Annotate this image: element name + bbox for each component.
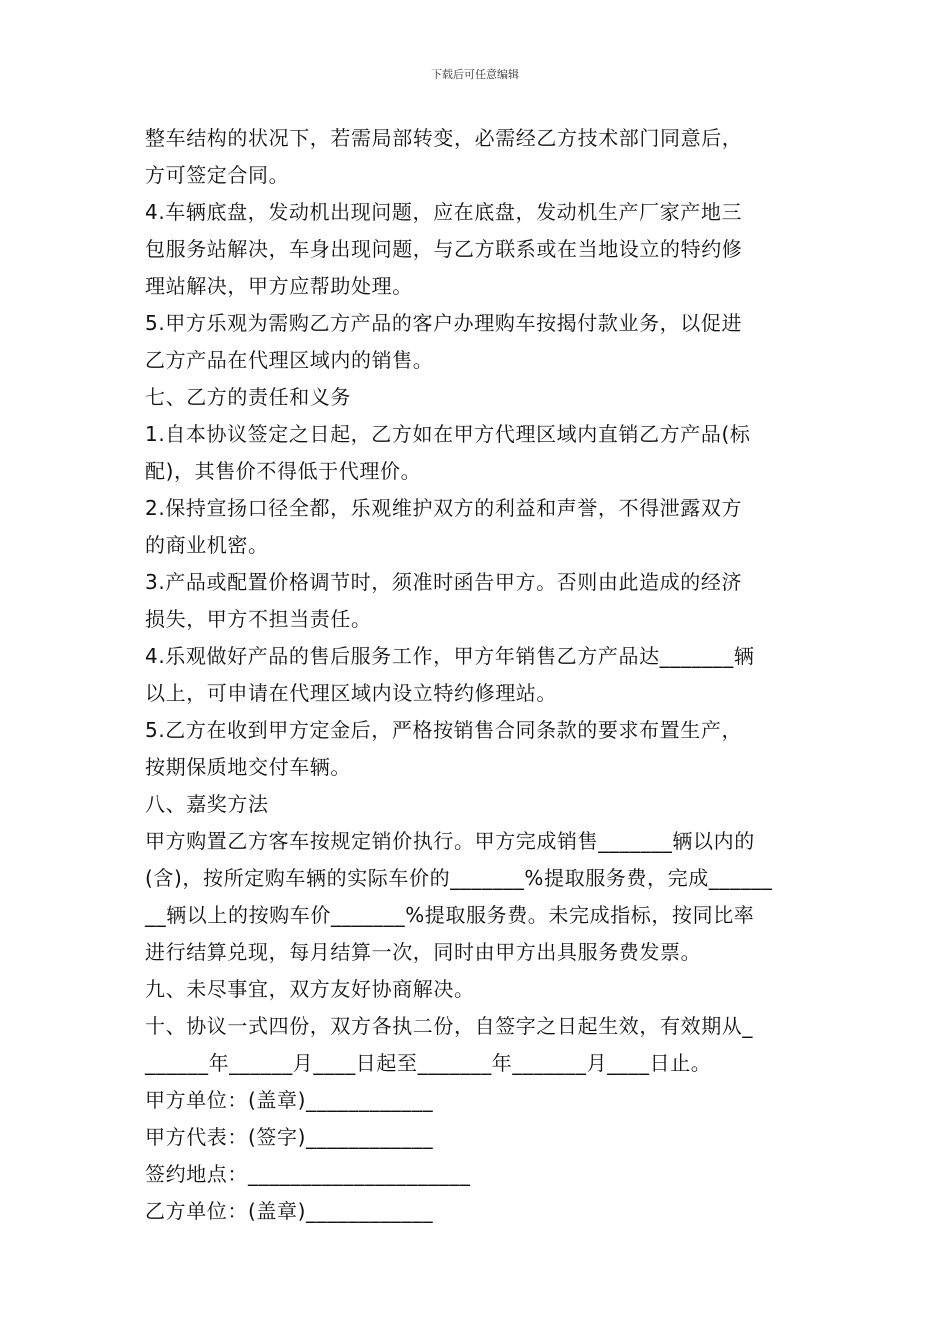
text-line: 1.自本协议签定之日起，乙方如在甲方代理区域内直销乙方产品(标	[145, 422, 751, 446]
signature-field-signing-location: 签约地点：_____________________	[145, 1162, 471, 1186]
text-line: 的商业机密。	[145, 533, 269, 557]
text-line: 十、协议一式四份，双方各执二份，自签字之日起生效，有效期从_	[145, 1014, 753, 1038]
signature-field-party-b-unit: 乙方单位：(盖章)____________	[145, 1199, 434, 1223]
text-line: __辆以上的按购车价_______%提取服务费。未完成指标，按同比率	[145, 903, 755, 927]
section-heading: 八、嘉奖方法	[145, 792, 269, 816]
text-line: 乙方产品在代理区域内的销售。	[145, 348, 434, 372]
text-line: 4.车辆底盘，发动机出现问题，应在底盘，发动机生产厂家产地三	[145, 200, 743, 224]
text-line: 配)，其售价不得低于代理价。	[145, 459, 422, 483]
text-line: 4.乐观做好产品的售后服务工作，甲方年销售乙方产品达_______辆	[145, 644, 755, 668]
text-line: 5.乙方在收到甲方定金后，严格按销售合同条款的要求布置生产，	[145, 718, 743, 742]
text-line: 甲方购置乙方客车按规定销价执行。甲方完成销售_______辆以内的	[145, 829, 755, 853]
section-heading: 七、乙方的责任和义务	[145, 385, 351, 409]
text-line: 损失，甲方不担当责任。	[145, 607, 372, 631]
text-line: 整车结构的状况下，若需局部转变，必需经乙方技术部门同意后，	[145, 126, 743, 150]
section-heading: 九、未尽事宜，双方友好协商解决。	[145, 977, 475, 1001]
text-line: ______年______月____日起至_______年_______月____日止。	[145, 1051, 712, 1075]
text-line: 5.甲方乐观为需购乙方产品的客户办理购车按揭付款业务，以促进	[145, 311, 743, 335]
text-line: 理站解决，甲方应帮助处理。	[145, 274, 413, 298]
signature-field-party-a-unit: 甲方单位：(盖章)____________	[145, 1088, 434, 1112]
text-line: 方可签定合同。	[145, 163, 290, 187]
text-line: 以上，可申请在代理区域内设立特约修理站。	[145, 681, 557, 705]
text-line: 2.保持宣扬口径全都，乐观维护双方的利益和声誉，不得泄露双方	[145, 496, 743, 520]
text-line: 按期保质地交付车辆。	[145, 755, 351, 779]
text-line: 进行结算兑现，每月结算一次，同时由甲方出具服务费发票。	[145, 940, 702, 964]
text-line: (含)，按所定购车辆的实际车价的_______%提取服务费，完成______	[145, 866, 773, 890]
text-line: 包服务站解决，车身出现问题，与乙方联系或在当地设立的特约修	[145, 237, 743, 261]
page-header-note: 下载后可任意编辑	[431, 68, 519, 81]
signature-field-party-a-representative: 甲方代表：(签字)____________	[145, 1125, 434, 1149]
text-line: 3.产品或配置价格调节时，须准时函告甲方。否则由此造成的经济	[145, 570, 743, 594]
contract-body	[145, 120, 815, 1230]
